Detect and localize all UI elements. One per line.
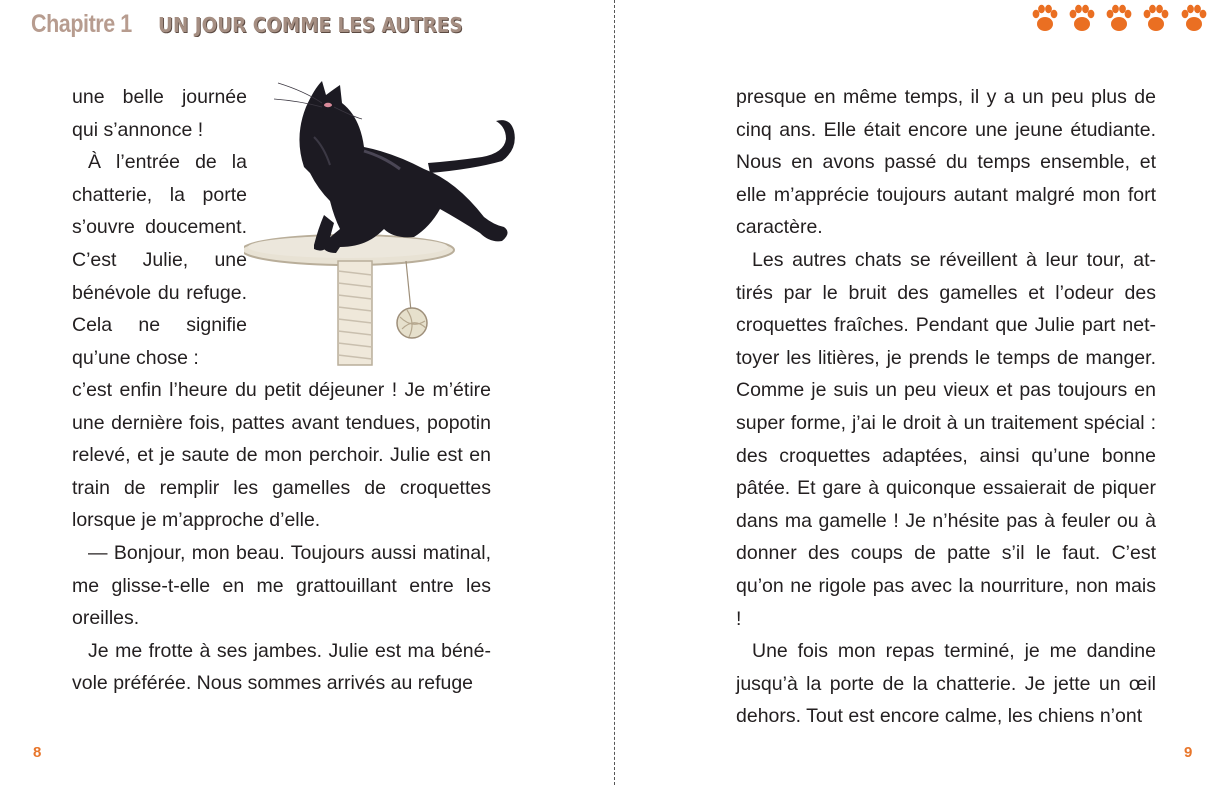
paw-print-icon [1033, 5, 1058, 31]
paragraph: c’est enfin l’heure du petit déjeuner ! Je m’étire une dernière fois, pattes avant tendues, popotin relevé, et je saute de mon perchoir. Julie est en train de remplir les gamelles de croquettes lorsque je m’approche d’elle. [72, 379, 491, 532]
right-text-column [736, 81, 1156, 733]
right-page [615, 0, 1231, 785]
paw-print-icon [1182, 5, 1207, 31]
paragraph: Je me frotte à ses jambes. Julie est ma bénévole préférée. Nous sommes arrivés au refuge [72, 639, 491, 695]
left-wide-text-column [72, 374, 491, 700]
chapter-title: UN JOUR COMME LES AUTRES [158, 13, 463, 37]
page-number-left: 8 [33, 744, 42, 761]
paw-print-icon [1144, 5, 1169, 31]
paragraph: presque en même temps, il y a un peu plus de cinq ans. Elle était encore une jeune étudiante. Nous en avons passé du temps ensemble, et elle m’apprécie toujours autant malgré mon fort caractère. [736, 86, 1156, 239]
paragraph: Une fois mon repas terminé, je me dandine jusqu’à la porte de la chatterie. Je jette un œil dehors. Tout est encore calme, les chiens n’ont [736, 640, 1156, 728]
left-narrow-text-column [72, 81, 247, 374]
black-cat-illustration [244, 77, 519, 372]
left-page [0, 0, 614, 785]
page-number-right: 9 [1184, 744, 1193, 761]
chapter-heading [31, 10, 463, 39]
paragraph: À l’entrée de la chatterie, la porte s’ouvre doucement. C’est Julie, une bénévole du refuge. Cela ne signifie qu’une chose : [72, 151, 247, 369]
chapter-number: Chapitre 1 [31, 10, 132, 38]
paragraph: — Bonjour, mon beau. Toujours aussi matinal, me glisse-t-elle en me grattouillant entre les oreilles. [72, 541, 491, 630]
paw-print-icon [1107, 5, 1132, 31]
paw-print-icon [1070, 5, 1095, 31]
paragraph: Les autres chats se réveillent à leur tour, attirés par le bruit des gamelles et l’odeur des croquettes fraîches. Pendant que Julie part nettoyer les litières, je prends le temps de manger. Comme je suis un peu vieux et pas toujours en super forme, j’ai le droit à un traitement spécial : des croquettes adaptées, ainsi qu’une bonne pâtée. Et gare à quiconque essaierait de piquer dans ma gamelle ! Je n’hésite pas à feuler ou à donner des coups de patte s’il le faut. C’est qu’on ne rigole pas avec la nourriture, non mais ! [736, 248, 1156, 630]
paw-prints-decoration [1025, 0, 1225, 36]
paragraph: une belle journée qui s’annonce ! [72, 86, 247, 141]
